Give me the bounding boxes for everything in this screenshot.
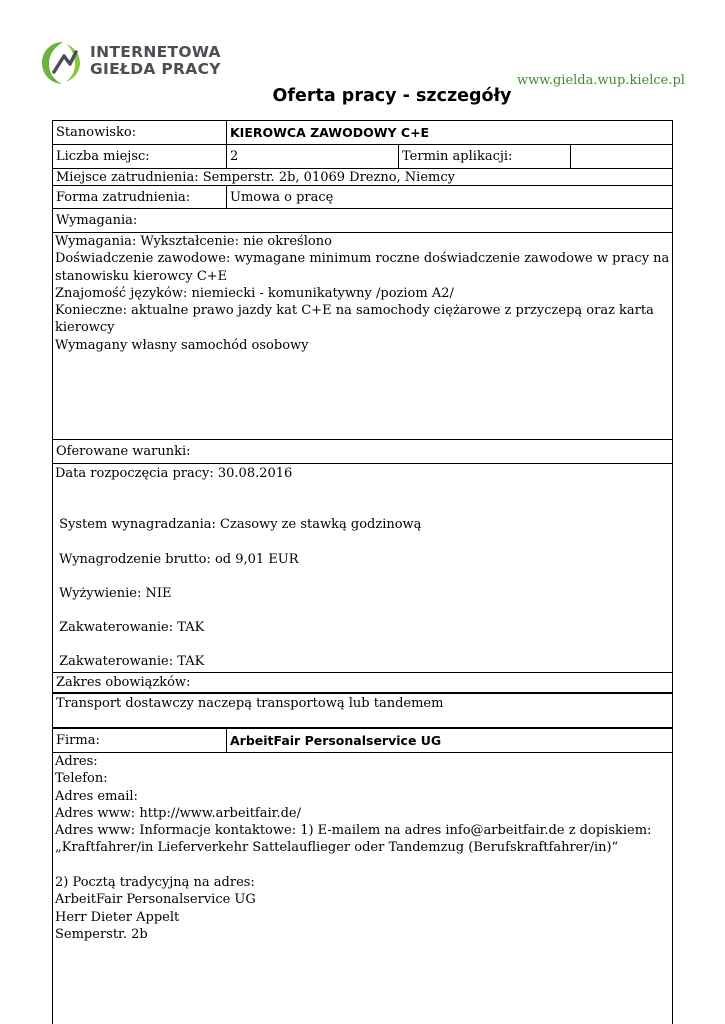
- offer-details-table: [52, 120, 673, 1024]
- requirements-block: [53, 233, 672, 440]
- requirements-line: Doświadczenie zawodowe: wymagane minimum roczne doświadczenie zawodowe w pracy na: [55, 251, 670, 267]
- duties-row: [53, 694, 672, 729]
- contact-line: Adres:: [55, 754, 98, 769]
- contact-line: Adres www: Informacje kontaktowe: 1) E-mailem na adres info@arbeitfair.de z dopiskiem:: [55, 823, 652, 839]
- conditions-line: Zakwaterowanie: TAK: [55, 620, 205, 636]
- employment-label: Forma zatrudnienia:: [56, 190, 191, 205]
- conditions-line: Zakwaterowanie: TAK: [55, 654, 205, 670]
- company-value: ArbeitFair Personalservice UG: [226, 729, 672, 752]
- deadline-value: [570, 145, 672, 168]
- employment-row: [53, 186, 672, 209]
- requirements-line: stanowisku kierowcy C+E: [55, 268, 228, 284]
- contact-line: 2) Pocztą tradycyjną na adres:: [55, 875, 255, 891]
- contact-line: Telefon:: [55, 771, 108, 787]
- conditions-label: Oferowane warunki:: [56, 444, 191, 459]
- requirements-header-row: [53, 209, 672, 233]
- requirements-line: Wymagania: Wykształcenie: nie określono: [55, 234, 332, 249]
- logo-line-2: GIEŁDA PRACY: [90, 60, 221, 78]
- contact-line: [55, 857, 670, 874]
- portal-logo[interactable]: [40, 38, 240, 88]
- contact-line: Adres www: http://www.arbeitfair.de/: [55, 805, 301, 821]
- contact-line: Adres email:: [55, 788, 138, 804]
- requirements-line: Konieczne: aktualne prawo jazdy kat C+E na samochody ciężarowe z przyczepą oraz karta: [55, 303, 654, 319]
- deadline-label: Termin aplikacji:: [398, 145, 570, 168]
- logo-line-1: INTERNETOWA: [90, 43, 221, 61]
- location-row: [53, 169, 672, 186]
- places-label: Liczba miejsc:: [56, 149, 150, 164]
- company-label: Firma:: [56, 733, 100, 748]
- employment-value: Umowa o pracę: [226, 186, 672, 208]
- conditions-line: System wynagradzania: Czasowy ze stawką godzinową: [55, 517, 422, 533]
- places-value: 2: [226, 145, 398, 168]
- company-row: [53, 729, 672, 753]
- conditions-header-row: [53, 440, 672, 464]
- duties-label: Zakres obowiązków:: [56, 675, 191, 690]
- conditions-line: Wynagrodzenie brutto: od 9,01 EUR: [55, 551, 299, 567]
- position-row: [53, 121, 672, 145]
- contact-line: Semperstr. 2b: [55, 926, 148, 942]
- contact-line: „Kraftfahrer/in Lieferverkehr Sattelauflieger oder Tandemzug (Berufskraftfahrer/in)“: [55, 840, 619, 856]
- requirements-line: Wymagany własny samochód osobowy: [55, 337, 309, 353]
- position-label: Stanowisko:: [56, 125, 137, 140]
- requirements-label: Wymagania:: [56, 213, 138, 228]
- places-row: [53, 145, 672, 169]
- requirements-line: kierowcy: [55, 320, 115, 336]
- duties-header-row: [53, 673, 672, 694]
- page-title: Oferta pracy - szczegóły: [272, 86, 512, 106]
- logo-swoosh-icon: [40, 38, 86, 86]
- contact-line: Herr Dieter Appelt: [55, 909, 180, 925]
- requirements-line: Znajomość języków: niemiecki - komunikatywny /poziom A2/: [55, 285, 454, 301]
- conditions-block: [53, 464, 672, 673]
- site-url-link[interactable]: www.gielda.wup.kielce.pl: [517, 73, 685, 88]
- start-date: Data rozpoczęcia pracy: 30.08.2016: [55, 466, 293, 481]
- conditions-line: Wyżywienie: NIE: [55, 585, 172, 601]
- contact-line: ArbeitFair Personalservice UG: [55, 892, 256, 908]
- location-text: Miejsce zatrudnienia: Semperstr. 2b, 01069 Drezno, Niemcy: [56, 170, 455, 185]
- position-value: KIEROWCA ZAWODOWY C+E: [226, 121, 672, 144]
- contact-block: [53, 753, 672, 943]
- duties-value: Transport dostawczy naczepą transportową lub tandemem: [56, 696, 444, 711]
